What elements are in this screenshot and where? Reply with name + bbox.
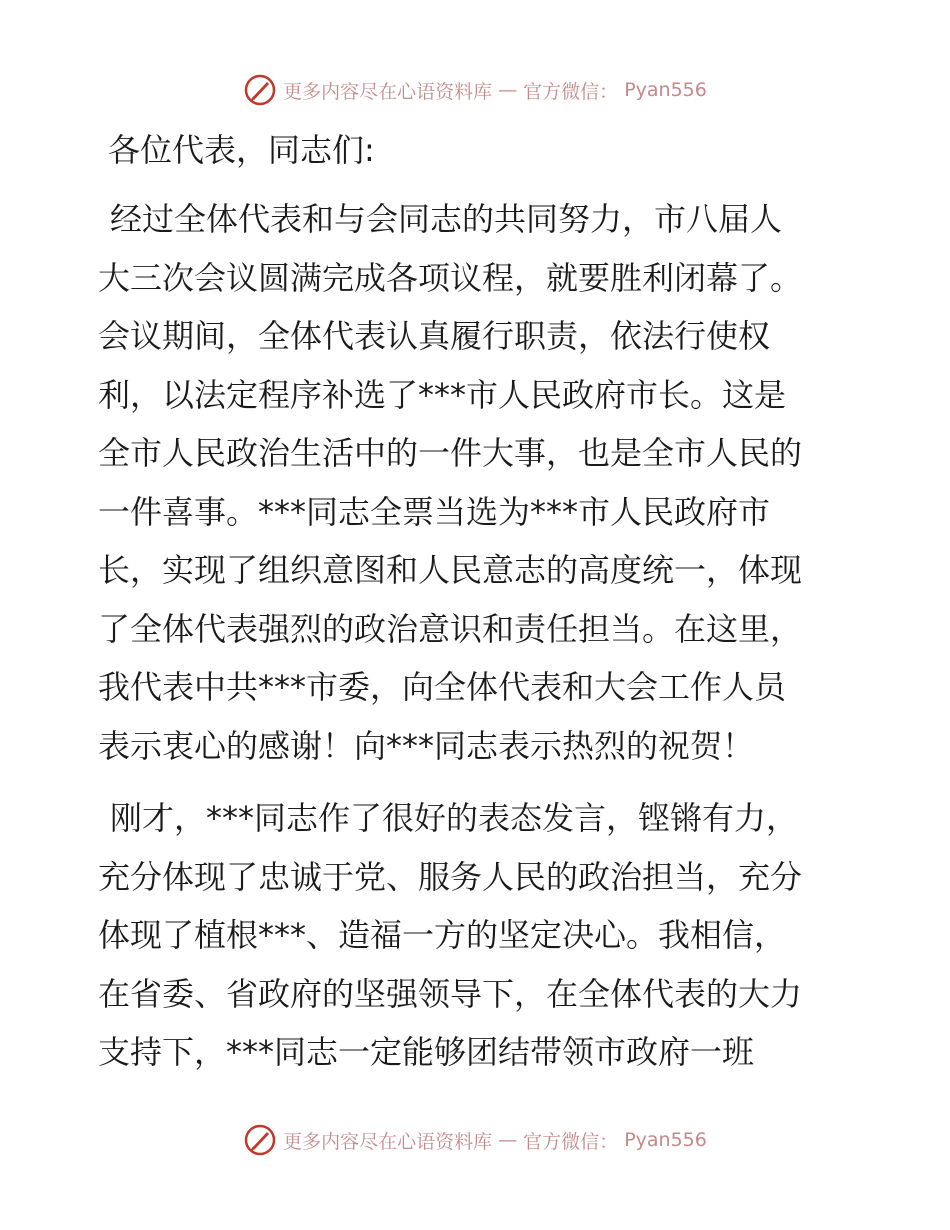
text-line: 经过全体代表和与会同志的共同努力，市八届人 [110,200,783,238]
watermark-site-text: 更多内容尽在心语资料库 [283,80,493,103]
paragraph-1 [98,190,858,775]
quill-logo-icon [243,73,277,107]
text-line: 充分体现了忠诚于党、服务人民的政治担当，充分 [98,857,803,896]
text-line: 利，以法定程序补选了***市人民政府市长。这是 [98,375,787,414]
text-line: 表示衷心的感谢！向***同志表示热烈的祝贺！ [98,726,755,765]
watermark-dash: — [498,79,518,101]
quill-logo-icon [243,1123,277,1157]
watermark-wechat-id: Pyan556 [624,1129,707,1151]
text-line: 长，实现了组织意图和人民意志的高度统一，体现 [98,551,803,589]
text-line: 会议期间，全体代表认真履行职责，依法行使权 [98,317,771,355]
text-line: 在省委、省政府的坚强领导下，在全体代表的大力 [98,974,803,1013]
footer-watermark [0,1120,950,1160]
text-line: 了全体代表强烈的政治意识和责任担当。在这里， [98,609,803,648]
watermark-wechat-label: 官方微信： [523,80,619,103]
watermark-wechat-label: 官方微信： [523,1130,619,1153]
text-line: 我代表中共***市委，向全体代表和大会工作人员 [98,668,787,706]
watermark-site-text: 更多内容尽在心语资料库 [283,1130,493,1153]
text-line: 刚才，***同志作了很好的表态发言，铿锵有力， [110,799,799,837]
watermark-dash: — [498,1129,518,1151]
text-line: 一件喜事。***同志全票当选为***市人民政府市 [98,492,771,531]
paragraph-2 [98,789,858,1082]
text-line: 支持下，***同志一定能够团结带领市政府一班 [98,1033,755,1071]
document-body [98,122,858,1096]
text-line: 体现了植根***、造福一方的坚定决心。我相信， [98,916,787,954]
greeting-line: 各位代表，同志们: [108,131,375,169]
text-line: 大三次会议圆满完成各项议程，就要胜利闭幕了。 [98,258,803,297]
header-watermark [0,70,950,110]
watermark-wechat-id: Pyan556 [624,79,707,101]
text-line: 全市人民政治生活中的一件大事，也是全市人民的 [98,434,803,472]
